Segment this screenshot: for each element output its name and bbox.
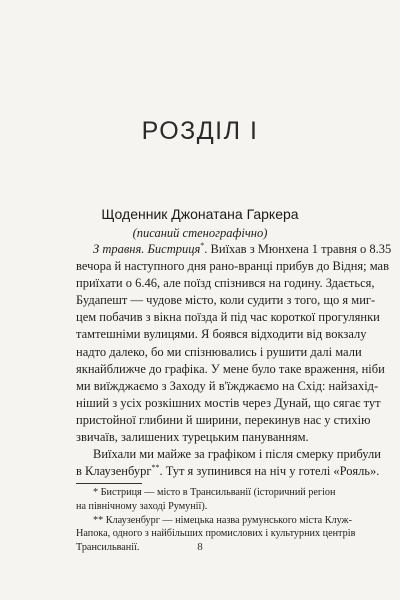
footnote-line: ** Клаузенбург — німецька назва румунського міста Клуж- — [93, 514, 352, 526]
body-line: ми виїжджаємо з Заходу й в'їжджаємо на Схід: найзахід- — [76, 378, 379, 393]
body-line: цем побачив з вікна поїзда й під час короткої прогулянки — [76, 310, 380, 325]
body-line: пристойної глибини й ширини, перекинув нас у стихію — [76, 412, 371, 427]
diary-subheading: (писаний стенографічно) — [132, 226, 268, 240]
footnote-rule — [76, 483, 142, 484]
body-line: приїхати о 6.46, але поїзд спізнився на годину. Здається, — [76, 276, 375, 291]
page-number: 8 — [197, 541, 203, 553]
body-text — [76, 240, 392, 554]
body-line: в Клаузенбург**. Тут я зупинився на ніч у готелі «Рояль». — [76, 463, 380, 479]
body-line: З травня. Бистриця*. Виїхав з Мюнхена 1 травня о 8.35 — [93, 240, 392, 256]
footnote-line: Трансильванії. — [76, 541, 140, 553]
body-line: тамтешніми вулицями. Я боявся відходити від вокзалу — [76, 327, 367, 342]
body-line: ніший з усіх розкішних мостів через Дунай, що сягає тут — [76, 395, 381, 410]
chapter-title: РОЗДІЛ І — [141, 117, 259, 145]
body-line: Виїхали ми майже за графіком і після смерку прибули — [93, 447, 381, 462]
body-line: вечора й наступного дня рано-вранці прибув до Відня; мав — [76, 259, 390, 274]
footnote-line: Напока, одного з найбільших промислових і культурних центрів — [76, 528, 356, 540]
footnote-line: на північному заході Румунії). — [76, 500, 208, 512]
body-line: надто далеко, бо ми спізнювались і рушити далі мали — [76, 344, 362, 359]
body-line: Будапешт — чудове місто, коли судити з того, що я миг- — [76, 293, 376, 308]
footnote-line: * Бистриця — місто в Трансильванії (історичний регіон — [93, 487, 336, 499]
body-line: звичаїв, залишених турецьким пануванням. — [76, 430, 309, 445]
body-line: якнайближче до графіка. У мене було таке враження, ніби — [76, 361, 385, 376]
diary-heading: Щоденник Джонатана Гаркера — [101, 206, 299, 222]
